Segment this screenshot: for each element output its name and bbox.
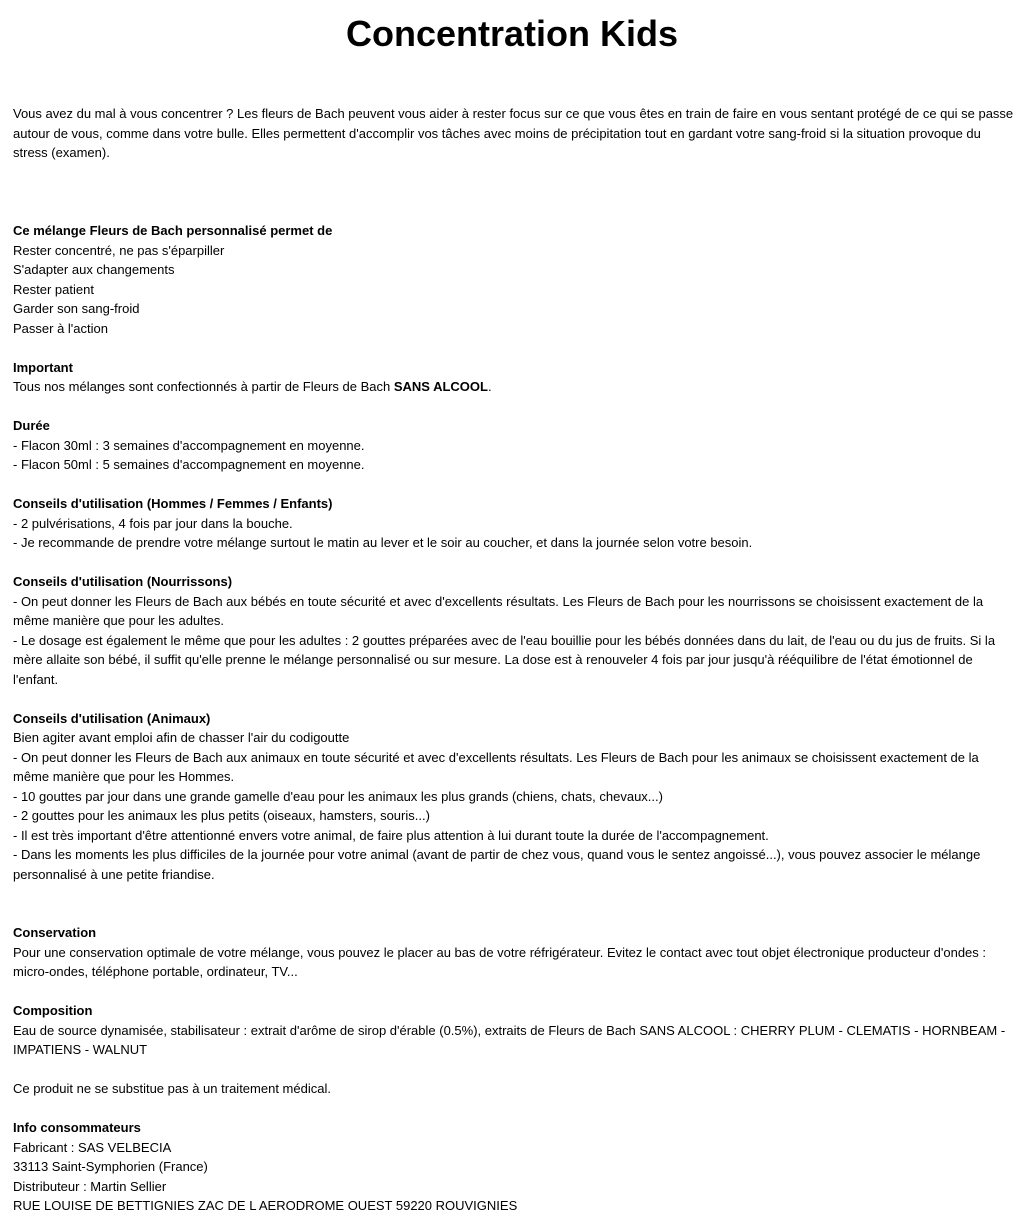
- duree-line: - Flacon 30ml : 3 semaines d'accompagnement en moyenne.: [13, 437, 365, 453]
- spacer: [13, 397, 1018, 417]
- important-section: [13, 358, 1018, 397]
- page-title: Concentration Kids: [345, 13, 678, 54]
- spacer: [13, 982, 1018, 1002]
- composition-heading: Composition: [13, 1003, 93, 1018]
- conseils-adultes-heading: Conseils d'utilisation (Hommes / Femmes / Enfants): [13, 496, 333, 511]
- conservation-text: Pour une conservation optimale de votre mélange, vous pouvez le placer au bas de votre réfrigérateur. Evitez le contact avec tout objet électronique producteur d'ondes : micro-ondes, téléphone portable, ordinateur, TV...: [13, 944, 987, 979]
- important-text-bold: SANS ALCOOL: [393, 379, 488, 394]
- info-line: 33113 Saint-Symphorien (France): [13, 1159, 208, 1174]
- spacer: [13, 1099, 1018, 1119]
- document-body: [13, 104, 1018, 1216]
- spacer: [13, 475, 1018, 495]
- important-heading: Important: [13, 359, 73, 375]
- conseils-nourrissons-section: [13, 572, 1018, 689]
- important-text-end: .: [487, 379, 492, 394]
- spacer: [13, 553, 1018, 573]
- conseils-animaux-line: - Dans les moments les plus difficiles de la journée pour votre animal (avant de partir de chez vous, quand vous le sentez angoissé...), vous pouvez associer le mélange personnalisé à une petite friandise.: [13, 847, 981, 882]
- info-line: Distributeur : Martin Sellier: [13, 1178, 167, 1194]
- benefits-heading: Ce mélange Fleurs de Bach personnalisé permet de: [13, 223, 333, 238]
- conseils-animaux-line: - On peut donner les Fleurs de Bach aux animaux en toute sécurité et avec d'excellents résultats. Les Fleurs de Bach pour les animaux se choisissent exactement de la même manière que pour les Hommes.: [13, 749, 979, 784]
- benefit-item: Rester patient: [13, 281, 94, 297]
- conseils-adultes-line: - Je recommande de prendre votre mélange surtout le matin au lever et le soir au coucher, et dans la journée selon votre besoin.: [13, 535, 753, 550]
- conseils-nourrissons-heading: Conseils d'utilisation (Nourrissons): [13, 574, 233, 589]
- conservation-section: [13, 923, 1018, 982]
- conseils-animaux-line: - 2 gouttes pour les animaux les plus petits (oiseaux, hamsters, souris...): [13, 808, 430, 823]
- spacer: [13, 689, 1018, 709]
- conseils-adultes-line: - 2 pulvérisations, 4 fois par jour dans la bouche.: [13, 515, 293, 531]
- conseils-nourrissons-line: - Le dosage est également le même que pour les adultes : 2 gouttes préparées avec de l'eau bouillie pour les bébés données dans du lait, de l'eau ou du jus de fruits. Si la mère allaite son bébé, il suffit qu'elle prenne le mélange personnalisé ou sur mesure. La dose est à renouveler 4 fois par jour jusqu'à rééquilibre de l'état émotionnel de l'enfant.: [13, 632, 996, 687]
- spacer: [13, 338, 1018, 358]
- conseils-animaux-line: Bien agiter avant emploi afin de chasser l'air du codigoutte: [13, 730, 350, 745]
- duree-section: [13, 416, 1018, 475]
- info-line: Fabricant : SAS VELBECIA: [13, 1139, 172, 1155]
- info-heading: Info consommateurs: [13, 1120, 141, 1135]
- composition-section: [13, 1001, 1018, 1060]
- conservation-heading: Conservation: [13, 925, 97, 940]
- spacer: [13, 884, 1018, 923]
- conseils-animaux-line: - 10 gouttes par jour dans une grande gamelle d'eau pour les animaux les plus grands (chiens, chats, chevaux...): [13, 788, 663, 804]
- benefit-item: Passer à l'action: [13, 320, 108, 336]
- disclaimer-text: Ce produit ne se substitue pas à un traitement médical.: [13, 1081, 331, 1096]
- info-line: RUE LOUISE DE BETTIGNIES ZAC DE L AERODROME OUEST 59220 ROUVIGNIES: [13, 1198, 518, 1213]
- conseils-animaux-section: [13, 709, 1018, 885]
- duree-line: - Flacon 50ml : 5 semaines d'accompagnement en moyenne.: [13, 457, 365, 472]
- conseils-animaux-line: - Il est très important d'être attentionné envers votre animal, de faire plus attention à lui durant toute la durée de l'accompagnement.: [13, 827, 769, 843]
- benefit-item: Garder son sang-froid: [13, 301, 140, 316]
- spacer: [13, 1060, 1018, 1080]
- conseils-animaux-heading: Conseils d'utilisation (Animaux): [13, 710, 211, 726]
- benefit-item: Rester concentré, ne pas s'éparpiller: [13, 242, 225, 258]
- spacer: [13, 163, 1018, 222]
- benefits-section: [13, 221, 1018, 338]
- conseils-adultes-section: [13, 494, 1018, 553]
- intro-paragraph: Vous avez du mal à vous concentrer ? Les fleurs de Bach peuvent vous aider à rester focus sur ce que vous êtes en train de faire en vous sentant protégé de ce qui se passe autour de vous, comme dans votre bulle. Elles permettent d'accomplir vos tâches avec moins de précipitation tout en gardant votre sang-froid si la situation provoque du stress (examen).: [13, 106, 1014, 160]
- benefit-item: S'adapter aux changements: [13, 262, 175, 277]
- important-text: [13, 377, 1018, 397]
- duree-heading: Durée: [13, 418, 50, 433]
- important-text-start: Tous nos mélanges sont confectionnés à partir de Fleurs de Bach: [13, 379, 394, 394]
- conseils-nourrissons-line: - On peut donner les Fleurs de Bach aux bébés en toute sécurité et avec d'excellents résultats. Les Fleurs de Bach pour les nourrissons se choisissent exactement de la même manière que pour les adultes.: [13, 593, 984, 628]
- composition-text: Eau de source dynamisée, stabilisateur : extrait d'arôme de sirop d'érable (0.5%), extraits de Fleurs de Bach SANS ALCOOL : CHERRY PLUM - CLEMATIS - HORNBEAM - IMPATIENS - WALNUT: [13, 1022, 1006, 1057]
